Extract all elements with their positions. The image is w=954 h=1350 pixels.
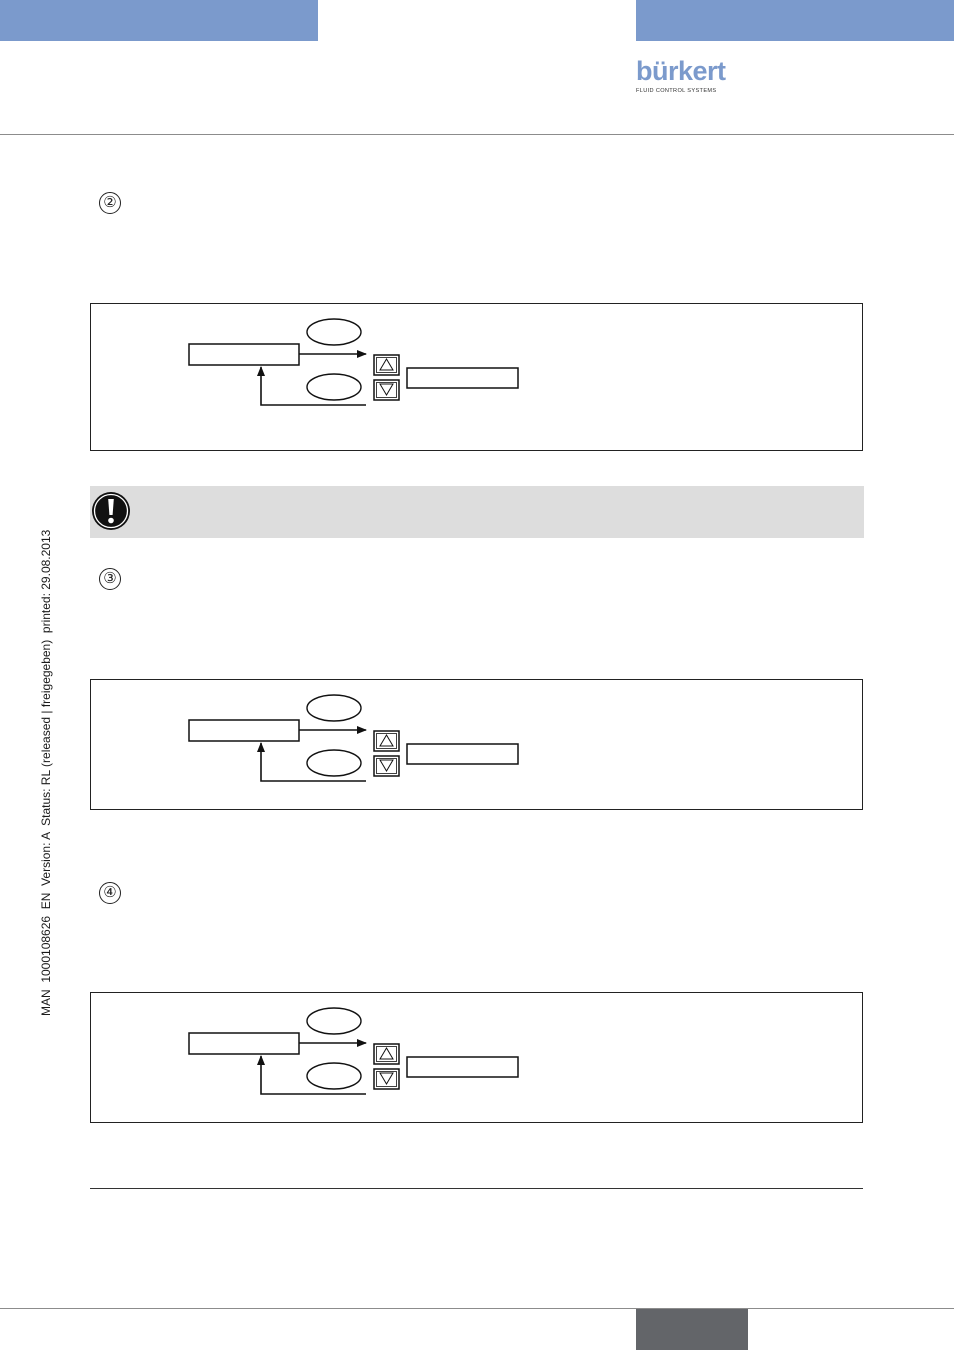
step-marker-4: ④ <box>99 882 121 904</box>
menu-display-box <box>189 344 299 365</box>
down-key <box>374 756 399 776</box>
diagram-frame-step-2 <box>90 303 863 451</box>
header-band-right <box>636 0 954 41</box>
logo-tagline: FLUID CONTROL SYSTEMS <box>636 88 717 94</box>
key-oval-bottom <box>307 1063 361 1089</box>
note-box <box>90 486 864 538</box>
step-marker-3: ③ <box>99 568 121 590</box>
diagram-frame-step-3 <box>90 679 863 810</box>
diagram-frame-step-4 <box>90 992 863 1123</box>
value-display-box <box>407 1057 518 1077</box>
header-divider <box>0 134 954 135</box>
logo-wordmark: bürkert <box>636 56 726 86</box>
up-key <box>374 1044 399 1064</box>
footer-page-tab <box>636 1309 748 1350</box>
key-oval-top <box>307 695 361 721</box>
up-key <box>374 355 399 375</box>
menu-display-box <box>189 1033 299 1054</box>
key-oval-bottom <box>307 374 361 400</box>
down-key <box>374 380 399 400</box>
burkert-logo <box>636 56 736 96</box>
content-end-divider <box>90 1188 863 1189</box>
exclamation-icon <box>91 491 131 531</box>
document-status-text: MAN 1000108626 EN Version: A Status: RL (released | freigegeben) printed: 29.08.2013 <box>39 529 53 1016</box>
footer-divider <box>0 1308 954 1309</box>
step-marker-2: ② <box>99 192 121 214</box>
key-oval-bottom <box>307 750 361 776</box>
menu-display-box <box>189 720 299 741</box>
value-display-box <box>407 368 518 388</box>
value-display-box <box>407 744 518 764</box>
key-oval-top <box>307 1008 361 1034</box>
key-sequence-diagram <box>91 680 864 811</box>
key-sequence-diagram <box>91 304 864 452</box>
key-oval-top <box>307 319 361 345</box>
up-key <box>374 731 399 751</box>
key-sequence-diagram <box>91 993 864 1124</box>
header-band-left <box>0 0 318 41</box>
down-key <box>374 1069 399 1089</box>
